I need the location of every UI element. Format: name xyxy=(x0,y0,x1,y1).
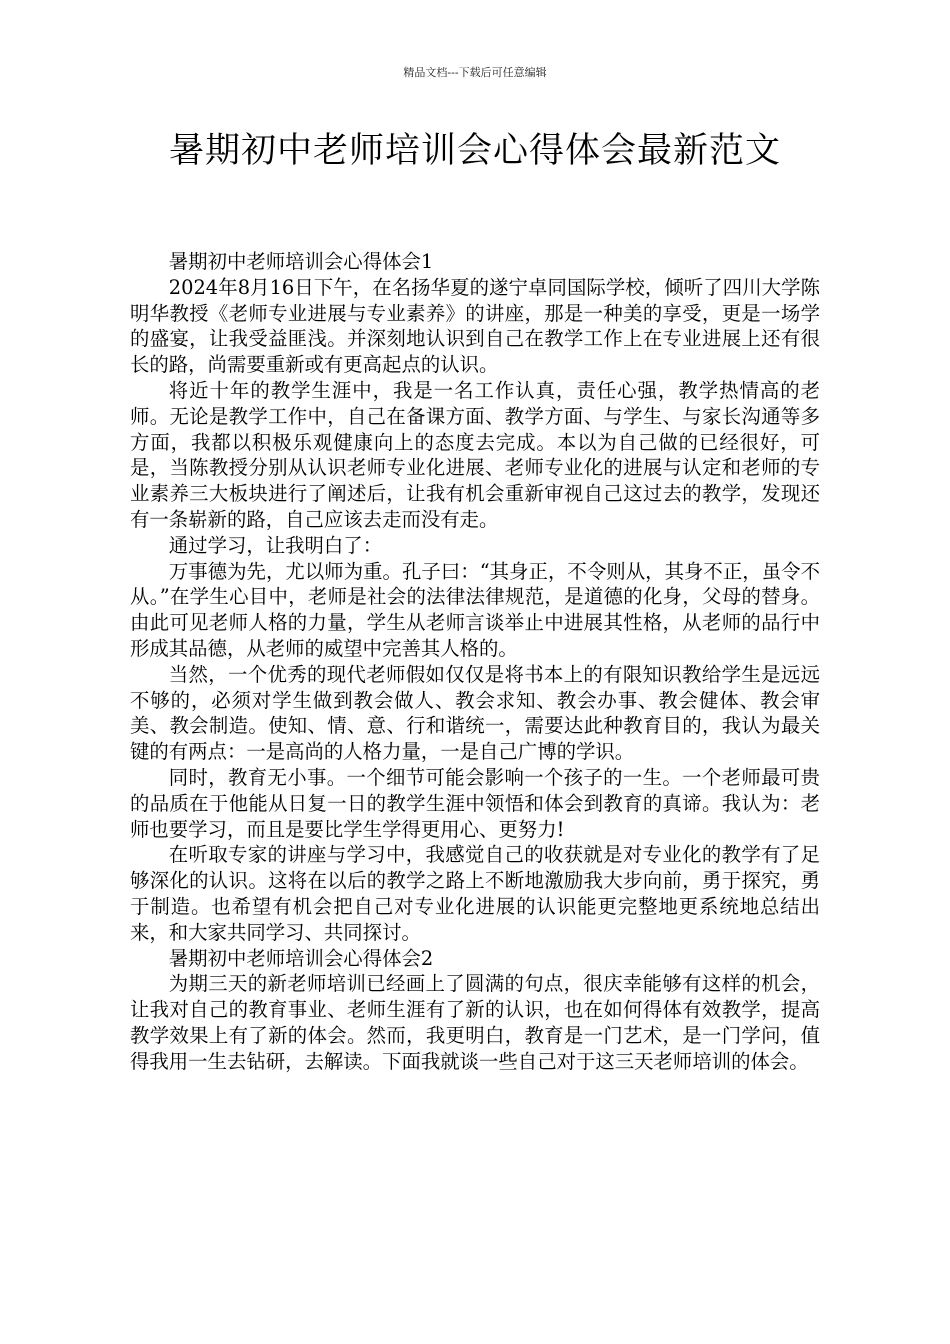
document-body xyxy=(130,249,820,1075)
paragraph: 通过学习，让我明白了： xyxy=(168,533,383,557)
paragraph: 当然，一个优秀的现代老师假如仅仅是将书本上的有限知识教给学生是远远不够的，必须对学生做到教会做人、教会求知、教会办事、教会健体、教会审美、教会制造。使知、情、意、行和谐统一，需要达此种教育目的，我认为最关键的有两点：一是高尚的人格力量，一是自己广博的学识。 xyxy=(130,662,820,764)
paragraph: 万事德为先，尤以师为重。孔子曰：“其身正，不令则从，其身不正，虽令不从。”在学生心目中，老师是社会的法律法律规范，是道德的化身，父母的替身。由此可见老师人格的力量，学生从老师言谈举止中进展其性格，从老师的品行中形成其品德，从老师的威望中完善其人格的。 xyxy=(130,559,820,660)
header-note: 精品文档---下载后可任意编辑 xyxy=(403,66,547,79)
section-heading-2: 暑期初中老师培训会心得体会2 xyxy=(168,946,434,970)
paragraph: 为期三天的新老师培训已经画上了圆满的句点，很庆幸能够有这样的机会，让我对自己的教育事业、老师生涯有了新的认识，也在如何得体有效教学，提高教学效果上有了新的体会。然而，我更明白，教育是一门艺术，是一门学问，值得我用一生去钻研，去解读。下面我就谈一些自己对于这三天老师培训的体会。 xyxy=(130,972,820,1073)
document-title: 暑期初中老师培训会心得体会最新范文 xyxy=(168,131,781,171)
paragraph: 2024年8月16日下午，在名扬华夏的遂宁卓同国际学校，倾听了四川大学陈明华教授《老师专业进展与专业素养》的讲座，那是一种美的享受，更是一场学的盛宴，让我受益匪浅。并深刻地认识到自己在教学工作上在专业进展上还有很长的路，尚需要重新或有更高起点的认识。 xyxy=(130,275,820,377)
section-heading-1: 暑期初中老师培训会心得体会1 xyxy=(168,250,434,273)
paragraph: 在听取专家的讲座与学习中，我感觉自己的收获就是对专业化的教学有了足够深化的认识。这将在以后的教学之路上不断地激励我大步向前，勇于探究，勇于制造。也希望有机会把自己对专业化进展的认识能更完整地更系统地总结出来，和大家共同学习、共同探讨。 xyxy=(130,843,820,944)
paragraph: 将近十年的教学生涯中，我是一名工作认真，责任心强，教学热情高的老师。无论是教学工作中，自己在备课方面、教学方面、与学生、与家长沟通等多方面，我都以积极乐观健康向上的态度去完成。本以为自己做的已经很好，可是，当陈教授分别从认识老师专业化进展、老师专业化的进展与认定和老师的专业素养三大板块进行了阐述后，让我有机会重新审视自己这过去的教学，发现还有一条崭新的路，自己应该去走而没有走。 xyxy=(130,378,820,531)
paragraph: 同时，教育无小事。一个细节可能会影响一个孩子的一生。一个老师最可贵的品质在于他能从日复一日的教学生涯中领悟和体会到教育的真谛。我认为：老师也要学习，而且是要比学生学得更用心、更努力! xyxy=(130,765,820,841)
